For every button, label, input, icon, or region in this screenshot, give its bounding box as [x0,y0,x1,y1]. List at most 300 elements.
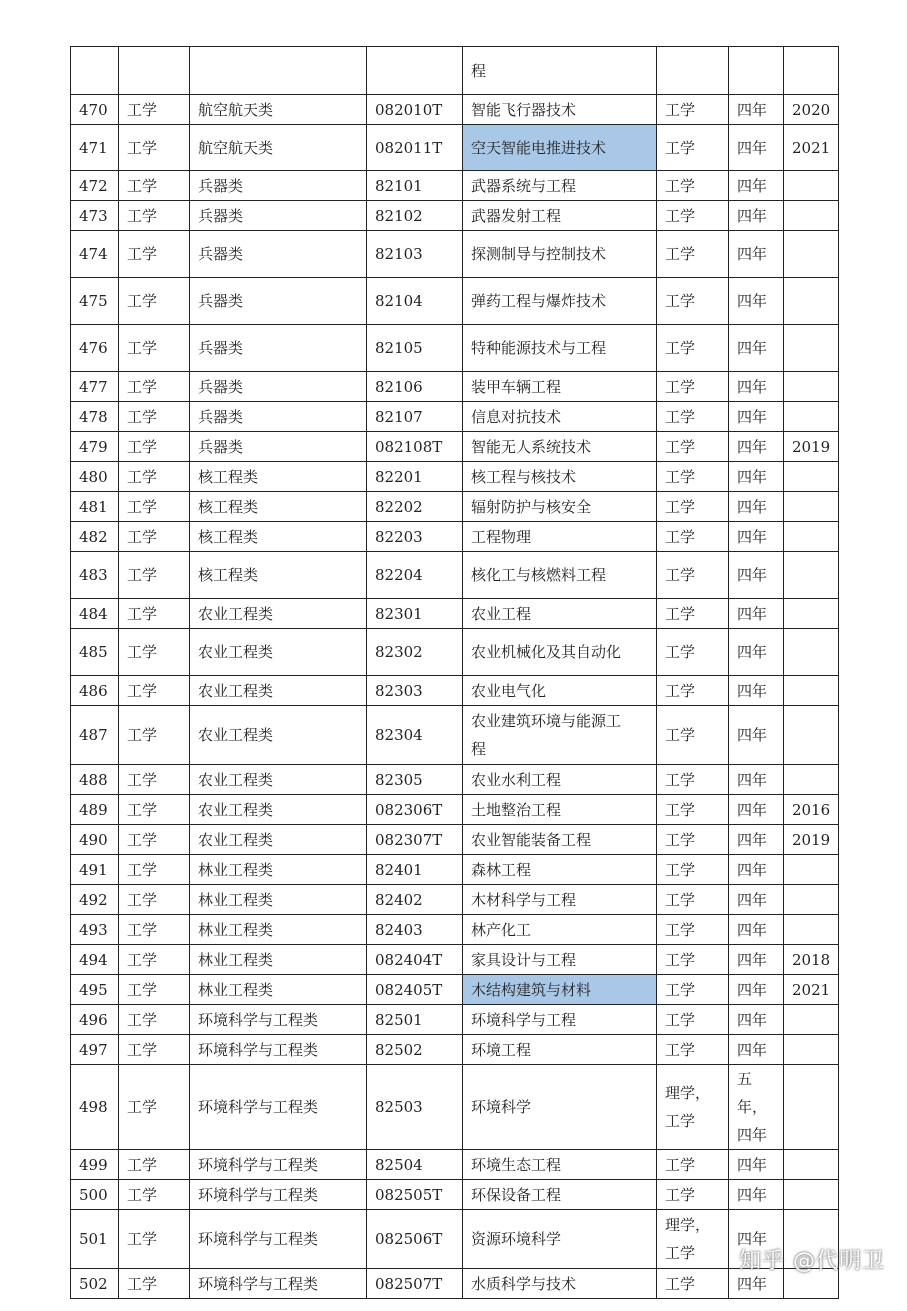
major-name-cell: 核工程与核技术 [463,462,657,492]
row-number: 489 [71,795,119,825]
year-added-cell [784,492,839,522]
category-cell: 兵器类 [190,402,367,432]
year-added-cell [784,201,839,231]
year-added-cell [784,599,839,629]
major-name-cell: 农业智能装备工程 [463,825,657,855]
discipline-cell: 工学 [119,372,190,402]
major-name-cell: 特种能源技术与工程 [463,325,657,372]
table-row [71,599,839,629]
major-name-cell: 空天智能电推进技术 [463,125,657,171]
year-added-cell [784,706,839,765]
major-code-cell: 82305 [367,765,463,795]
major-code-cell: 082108T [367,432,463,462]
major-name-cell: 核化工与核燃料工程 [463,552,657,599]
year-added-cell [784,47,839,95]
major-code-cell: 82502 [367,1035,463,1065]
category-cell: 航空航天类 [190,125,367,171]
major-code-cell: 82103 [367,231,463,278]
table-row [71,462,839,492]
table-row [71,125,839,171]
discipline-cell: 工学 [119,1210,190,1269]
degree-cell: 理学， 工学 [657,1065,729,1150]
duration-cell: 四年 [729,325,784,372]
year-added-cell [784,676,839,706]
major-name-cell: 武器系统与工程 [463,171,657,201]
major-code-cell: 82102 [367,201,463,231]
row-number: 486 [71,676,119,706]
major-name-cell: 环境工程 [463,1035,657,1065]
row-number: 480 [71,462,119,492]
table-row [71,825,839,855]
year-added-cell: 2020 [784,95,839,125]
degree-cell: 工学 [657,552,729,599]
major-code-cell: 082506T [367,1210,463,1269]
degree-cell: 工学 [657,462,729,492]
major-code-cell: 082404T [367,945,463,975]
category-cell: 农业工程类 [190,599,367,629]
degree-cell: 工学 [657,885,729,915]
row-number: 499 [71,1150,119,1180]
category-cell: 农业工程类 [190,825,367,855]
discipline-cell [119,47,190,95]
duration-cell: 四年 [729,795,784,825]
table-row [71,706,839,765]
major-code-cell: 082307T [367,825,463,855]
category-cell: 林业工程类 [190,885,367,915]
major-code-cell: 82302 [367,629,463,676]
major-code-cell: 82202 [367,492,463,522]
category-cell: 林业工程类 [190,915,367,945]
table-row [71,201,839,231]
duration-cell: 四年 [729,231,784,278]
row-number: 476 [71,325,119,372]
row-number: 484 [71,599,119,629]
year-added-cell: 2021 [784,125,839,171]
major-name-cell: 装甲车辆工程 [463,372,657,402]
major-name-cell: 环境科学 [463,1065,657,1150]
discipline-cell: 工学 [119,629,190,676]
major-name-cell: 工程物理 [463,522,657,552]
major-name-cell: 农业机械化及其自动化 [463,629,657,676]
degree-cell: 工学 [657,522,729,552]
major-name-cell: 智能飞行器技术 [463,95,657,125]
table-row [71,885,839,915]
discipline-cell: 工学 [119,975,190,1005]
year-added-cell [784,231,839,278]
major-code-cell: 82402 [367,885,463,915]
discipline-cell: 工学 [119,825,190,855]
major-name-cell: 环境生态工程 [463,1150,657,1180]
degree-cell: 工学 [657,432,729,462]
duration-cell: 四年 [729,171,784,201]
table-row [71,552,839,599]
major-name-cell: 森林工程 [463,855,657,885]
degree-cell: 工学 [657,765,729,795]
major-code-cell: 82101 [367,171,463,201]
duration-cell: 四年 [729,522,784,552]
duration-cell: 四年 [729,599,784,629]
duration-cell: 四年 [729,945,784,975]
duration-cell: 四年 [729,1210,784,1269]
duration-cell: 五年， 四年 [729,1065,784,1150]
degree-cell: 工学 [657,372,729,402]
category-cell: 环境科学与工程类 [190,1269,367,1299]
row-number: 493 [71,915,119,945]
discipline-cell: 工学 [119,1150,190,1180]
duration-cell [729,47,784,95]
row-number: 494 [71,945,119,975]
major-code-cell: 82501 [367,1005,463,1035]
major-code-cell: 82201 [367,462,463,492]
degree-cell [657,47,729,95]
table-row [71,1005,839,1035]
discipline-cell: 工学 [119,402,190,432]
table-row [71,855,839,885]
duration-cell: 四年 [729,975,784,1005]
year-added-cell [784,1180,839,1210]
year-added-cell [784,629,839,676]
major-code-cell: 82504 [367,1150,463,1180]
discipline-cell: 工学 [119,278,190,325]
category-cell: 兵器类 [190,231,367,278]
category-cell: 航空航天类 [190,95,367,125]
duration-cell: 四年 [729,1180,784,1210]
row-number: 488 [71,765,119,795]
duration-cell: 四年 [729,855,784,885]
table-row [71,1180,839,1210]
row-number: 481 [71,492,119,522]
row-number: 491 [71,855,119,885]
duration-cell: 四年 [729,765,784,795]
duration-cell: 四年 [729,402,784,432]
major-name-cell: 信息对抗技术 [463,402,657,432]
major-code-cell: 82105 [367,325,463,372]
discipline-cell: 工学 [119,1180,190,1210]
major-name-cell: 水质科学与技术 [463,1269,657,1299]
degree-cell: 工学 [657,915,729,945]
category-cell: 核工程类 [190,492,367,522]
discipline-cell: 工学 [119,599,190,629]
duration-cell: 四年 [729,1005,784,1035]
category-cell: 核工程类 [190,552,367,599]
duration-cell: 四年 [729,552,784,599]
year-added-cell [784,325,839,372]
year-added-cell [784,1035,839,1065]
category-cell [190,47,367,95]
table-row [71,231,839,278]
degree-cell: 工学 [657,402,729,432]
degree-cell: 工学 [657,1035,729,1065]
category-cell: 农业工程类 [190,765,367,795]
row-number: 478 [71,402,119,432]
duration-cell: 四年 [729,706,784,765]
major-code-cell: 82104 [367,278,463,325]
category-cell: 林业工程类 [190,975,367,1005]
category-cell: 农业工程类 [190,706,367,765]
year-added-cell: 2021 [784,975,839,1005]
degree-cell: 工学 [657,201,729,231]
duration-cell: 四年 [729,676,784,706]
category-cell: 兵器类 [190,372,367,402]
category-cell: 核工程类 [190,522,367,552]
table-row [71,1065,839,1150]
degree-cell: 工学 [657,945,729,975]
major-code-cell: 082306T [367,795,463,825]
degree-cell: 工学 [657,975,729,1005]
degree-cell: 工学 [657,171,729,201]
major-code-cell: 082011T [367,125,463,171]
discipline-cell: 工学 [119,231,190,278]
category-cell: 环境科学与工程类 [190,1005,367,1035]
row-number: 490 [71,825,119,855]
major-name-cell: 木结构建筑与材料 [463,975,657,1005]
year-added-cell [784,1150,839,1180]
category-cell: 兵器类 [190,325,367,372]
year-added-cell: 2019 [784,825,839,855]
major-code-cell: 82301 [367,599,463,629]
row-number: 479 [71,432,119,462]
row-number: 482 [71,522,119,552]
table-body [71,47,839,1299]
duration-cell: 四年 [729,1150,784,1180]
table-row [71,492,839,522]
table-row [71,1269,839,1299]
discipline-cell: 工学 [119,95,190,125]
category-cell: 核工程类 [190,462,367,492]
discipline-cell: 工学 [119,915,190,945]
category-cell: 兵器类 [190,432,367,462]
category-cell: 兵器类 [190,278,367,325]
category-cell: 环境科学与工程类 [190,1180,367,1210]
row-number: 496 [71,1005,119,1035]
major-name-cell: 武器发射工程 [463,201,657,231]
table-row [71,47,839,95]
degree-cell: 工学 [657,278,729,325]
discipline-cell: 工学 [119,765,190,795]
table-row [71,1035,839,1065]
year-added-cell [784,552,839,599]
major-name-cell: 农业水利工程 [463,765,657,795]
year-added-cell [784,855,839,885]
major-code-cell: 082405T [367,975,463,1005]
row-number: 474 [71,231,119,278]
degree-cell: 工学 [657,1269,729,1299]
degree-cell: 工学 [657,492,729,522]
degree-cell: 理学， 工学 [657,1210,729,1269]
year-added-cell: 2018 [784,945,839,975]
major-name-cell: 林产化工 [463,915,657,945]
row-number: 483 [71,552,119,599]
year-added-cell [784,462,839,492]
degree-cell: 工学 [657,1150,729,1180]
duration-cell: 四年 [729,629,784,676]
year-added-cell [784,522,839,552]
table-row [71,795,839,825]
category-cell: 农业工程类 [190,795,367,825]
table-row [71,325,839,372]
major-code-cell: 82401 [367,855,463,885]
table-row [71,629,839,676]
table-row [71,975,839,1005]
major-name-cell: 土地整治工程 [463,795,657,825]
major-code-cell: 82203 [367,522,463,552]
table-row [71,278,839,325]
year-added-cell [784,885,839,915]
year-added-cell: 2019 [784,432,839,462]
year-added-cell [784,278,839,325]
degree-cell: 工学 [657,795,729,825]
major-name-cell: 环境科学与工程 [463,1005,657,1035]
major-code-cell: 82204 [367,552,463,599]
row-number: 497 [71,1035,119,1065]
row-number: 502 [71,1269,119,1299]
year-added-cell [784,171,839,201]
major-code-cell: 82107 [367,402,463,432]
row-number: 475 [71,278,119,325]
major-name-cell: 环保设备工程 [463,1180,657,1210]
row-number: 492 [71,885,119,915]
discipline-cell: 工学 [119,1005,190,1035]
row-number: 471 [71,125,119,171]
table-row [71,95,839,125]
table-row [71,372,839,402]
year-added-cell [784,372,839,402]
duration-cell: 四年 [729,372,784,402]
row-number: 500 [71,1180,119,1210]
row-number: 472 [71,171,119,201]
duration-cell: 四年 [729,1269,784,1299]
major-name-cell: 智能无人系统技术 [463,432,657,462]
category-cell: 环境科学与工程类 [190,1065,367,1150]
discipline-cell: 工学 [119,492,190,522]
discipline-cell: 工学 [119,125,190,171]
major-code-cell: 82304 [367,706,463,765]
discipline-cell: 工学 [119,201,190,231]
degree-cell: 工学 [657,125,729,171]
major-name-cell: 家具设计与工程 [463,945,657,975]
table-row [71,1210,839,1269]
category-cell: 兵器类 [190,201,367,231]
table-row [71,402,839,432]
major-code-cell: 82106 [367,372,463,402]
table-row [71,432,839,462]
category-cell: 林业工程类 [190,945,367,975]
discipline-cell: 工学 [119,462,190,492]
major-name-cell: 农业工程 [463,599,657,629]
duration-cell: 四年 [729,492,784,522]
majors-table [70,46,839,1299]
duration-cell: 四年 [729,278,784,325]
discipline-cell: 工学 [119,325,190,372]
discipline-cell: 工学 [119,171,190,201]
category-cell: 农业工程类 [190,629,367,676]
discipline-cell: 工学 [119,676,190,706]
year-added-cell: 2016 [784,795,839,825]
row-number: 485 [71,629,119,676]
table-row [71,765,839,795]
discipline-cell: 工学 [119,552,190,599]
degree-cell: 工学 [657,825,729,855]
table-row [71,1150,839,1180]
table-row [71,945,839,975]
discipline-cell: 工学 [119,432,190,462]
degree-cell: 工学 [657,706,729,765]
watermark: 知乎 @代明卫 [739,1249,885,1274]
major-code-cell: 082010T [367,95,463,125]
duration-cell: 四年 [729,432,784,462]
major-code-cell [367,47,463,95]
table-row [71,676,839,706]
row-number: 473 [71,201,119,231]
row-number: 487 [71,706,119,765]
duration-cell: 四年 [729,1035,784,1065]
row-number: 477 [71,372,119,402]
major-name-cell: 资源环境科学 [463,1210,657,1269]
degree-cell: 工学 [657,95,729,125]
major-code-cell: 82503 [367,1065,463,1150]
major-name-cell: 弹药工程与爆炸技术 [463,278,657,325]
degree-cell: 工学 [657,676,729,706]
table-row [71,171,839,201]
degree-cell: 工学 [657,231,729,278]
discipline-cell: 工学 [119,885,190,915]
duration-cell: 四年 [729,915,784,945]
duration-cell: 四年 [729,885,784,915]
major-name-cell: 农业建筑环境与能源工 程 [463,706,657,765]
discipline-cell: 工学 [119,1269,190,1299]
category-cell: 林业工程类 [190,855,367,885]
discipline-cell: 工学 [119,1065,190,1150]
year-added-cell [784,402,839,432]
year-added-cell [784,1005,839,1035]
row-number: 470 [71,95,119,125]
major-name-cell: 探测制导与控制技术 [463,231,657,278]
duration-cell: 四年 [729,462,784,492]
duration-cell: 四年 [729,201,784,231]
year-added-cell [784,915,839,945]
discipline-cell: 工学 [119,522,190,552]
row-number [71,47,119,95]
discipline-cell: 工学 [119,855,190,885]
major-code-cell: 082507T [367,1269,463,1299]
major-code-cell: 82303 [367,676,463,706]
degree-cell: 工学 [657,325,729,372]
major-name-cell: 木材科学与工程 [463,885,657,915]
year-added-cell [784,1065,839,1150]
major-name-cell: 程 [463,47,657,95]
discipline-cell: 工学 [119,945,190,975]
duration-cell: 四年 [729,95,784,125]
category-cell: 兵器类 [190,171,367,201]
degree-cell: 工学 [657,599,729,629]
row-number: 495 [71,975,119,1005]
category-cell: 环境科学与工程类 [190,1210,367,1269]
category-cell: 环境科学与工程类 [190,1035,367,1065]
table-row [71,915,839,945]
duration-cell: 四年 [729,825,784,855]
degree-cell: 工学 [657,1005,729,1035]
category-cell: 农业工程类 [190,676,367,706]
major-code-cell: 082505T [367,1180,463,1210]
row-number: 501 [71,1210,119,1269]
row-number: 498 [71,1065,119,1150]
discipline-cell: 工学 [119,795,190,825]
major-name-cell: 农业电气化 [463,676,657,706]
duration-cell: 四年 [729,125,784,171]
discipline-cell: 工学 [119,1035,190,1065]
degree-cell: 工学 [657,1180,729,1210]
year-added-cell [784,765,839,795]
